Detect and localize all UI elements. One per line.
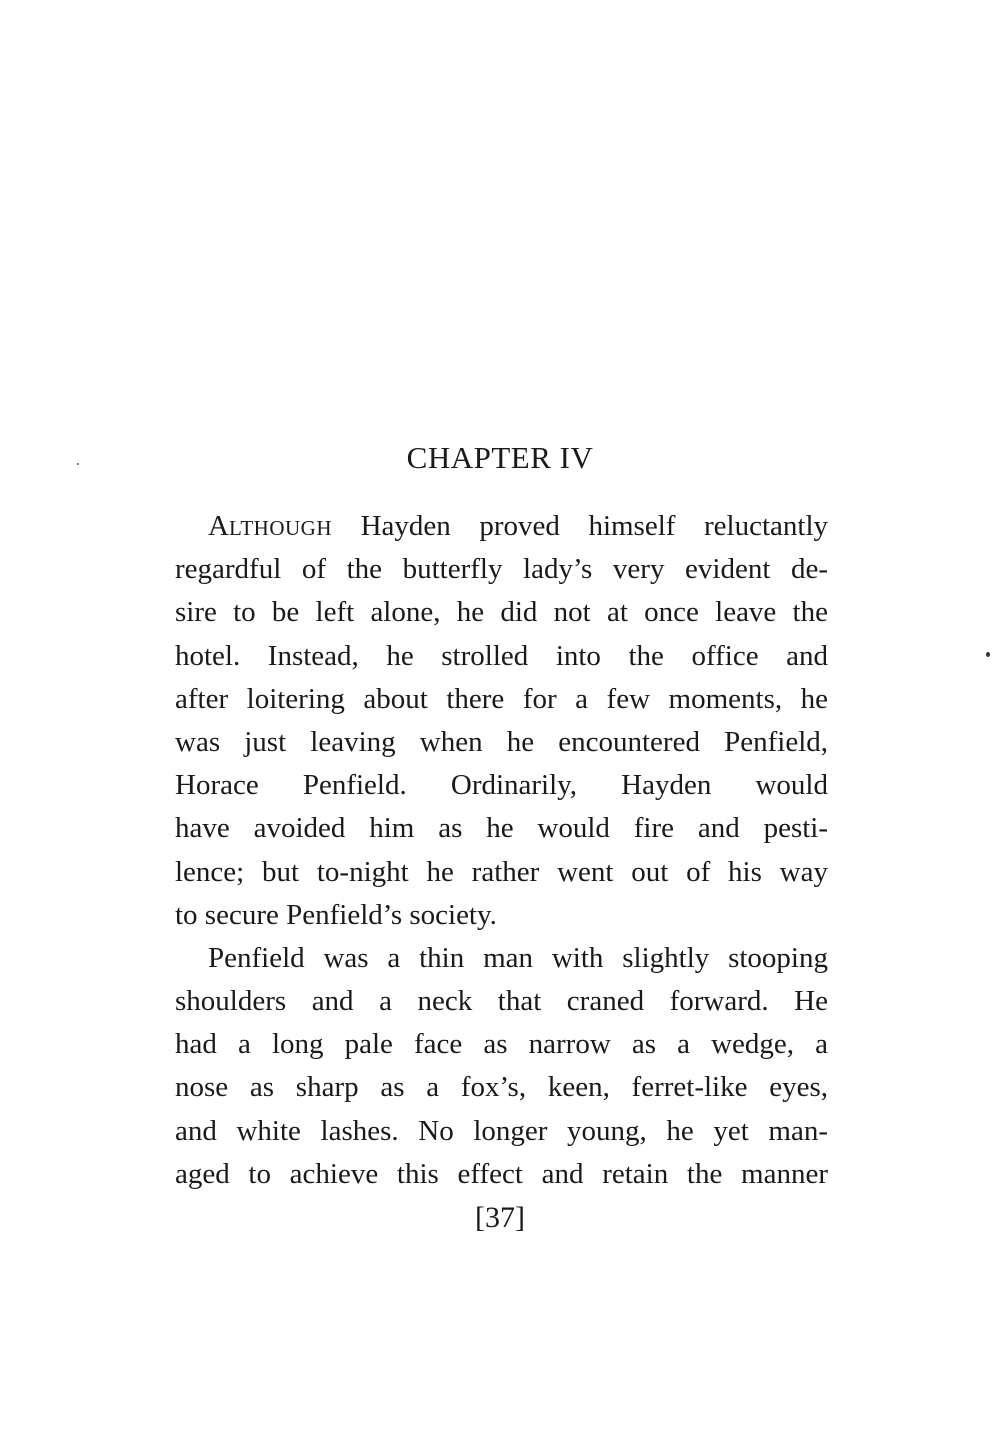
- chapter-heading: CHAPTER IV: [406, 440, 594, 475]
- paragraph-2-line-6: aged to achieve this effect and retain the manner: [175, 1157, 828, 1190]
- paragraph-1-line-7: Horace Penfield. Ordinarily, Hayden would: [175, 769, 828, 802]
- paragraph-2-line-3: had a long pale face as narrow as a wedge, a: [175, 1028, 828, 1061]
- paragraph-2-line-5: and white lashes. No longer young, he yet man-: [175, 1114, 828, 1147]
- paragraph-1-line-2: regardful of the butterfly lady’s very evident de-: [175, 553, 828, 586]
- scan-speck: [77, 463, 79, 465]
- paragraph-1-line-8: have avoided him as he would fire and pesti-: [175, 812, 828, 845]
- paragraph-1-line-10: to secure Penfield’s society.: [175, 898, 497, 931]
- paragraph-1-line-4: hotel. Instead, he strolled into the office and: [175, 639, 828, 672]
- body-text: [175, 505, 828, 1196]
- page-number: [37]: [475, 1201, 525, 1234]
- paragraph-1-line-1: [175, 505, 828, 548]
- paragraph-1-line-6: was just leaving when he encountered Penfield,: [175, 725, 828, 758]
- dropword-first-letter: A: [208, 510, 229, 542]
- dropword-rest: LTHOUGH: [228, 516, 333, 540]
- paragraph-2-line-1: Penfield was a thin man with slightly stooping: [208, 941, 828, 974]
- scan-speck: [986, 652, 990, 657]
- paragraph-2-line-4: nose as sharp as a fox’s, keen, ferret-like eyes,: [175, 1071, 828, 1104]
- paragraph-2-line-2: shoulders and a neck that craned forward. He: [175, 985, 828, 1018]
- paragraph-1-line-9: lence; but to-night he rather went out of his way: [175, 855, 828, 888]
- paragraph-1-line-1-text: Hayden proved himself reluctantly: [332, 510, 828, 542]
- paragraph-1-line-5: after loitering about there for a few moments, he: [175, 682, 828, 715]
- paragraph-1-line-3: sire to be left alone, he did not at once leave the: [175, 596, 828, 629]
